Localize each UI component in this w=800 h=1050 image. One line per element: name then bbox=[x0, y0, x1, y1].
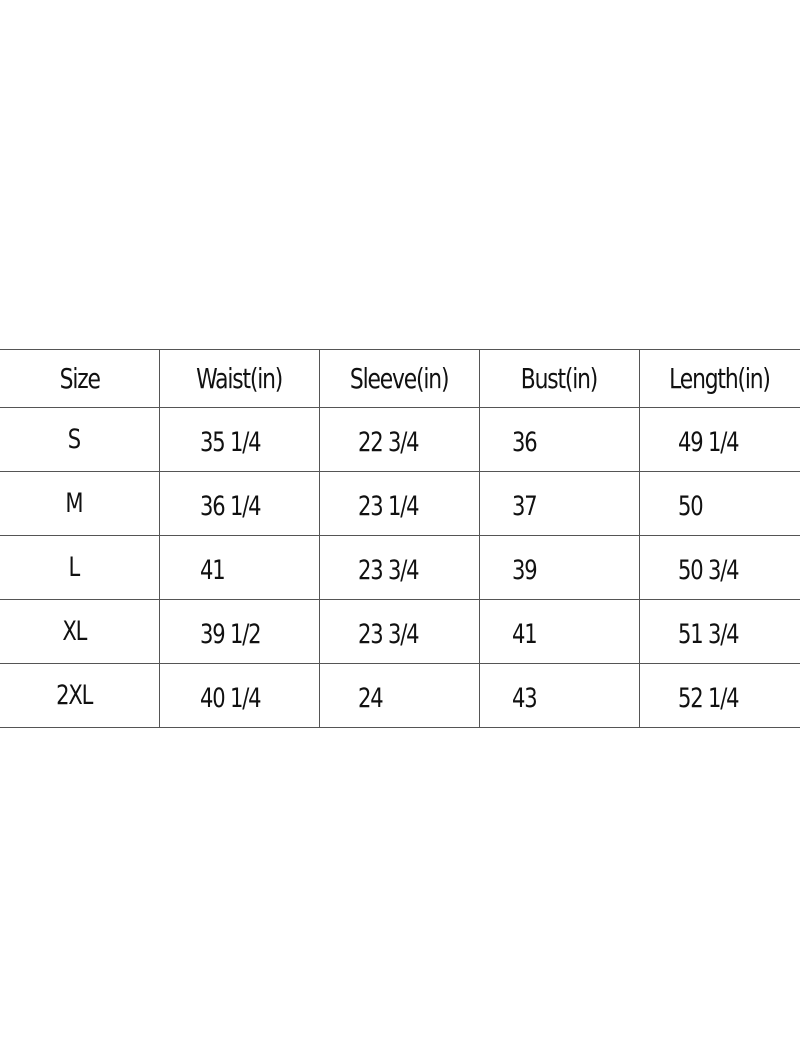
waist-cell: 35 1/4 bbox=[159, 408, 319, 472]
table-row bbox=[0, 408, 800, 472]
size-cell: XL bbox=[0, 600, 159, 664]
waist-cell: 36 1/4 bbox=[159, 472, 319, 536]
sleeve-cell: 23 3/4 bbox=[319, 536, 479, 600]
table-row bbox=[0, 664, 800, 728]
size-cell: M bbox=[0, 472, 159, 536]
length-cell: 51 3/4 bbox=[639, 600, 800, 664]
sleeve-cell: 22 3/4 bbox=[319, 408, 479, 472]
sleeve-cell: 23 3/4 bbox=[319, 600, 479, 664]
table-row bbox=[0, 600, 800, 664]
size-cell: L bbox=[0, 536, 159, 600]
header-length: Length(in) bbox=[639, 350, 800, 408]
bust-cell: 39 bbox=[479, 536, 639, 600]
sleeve-cell: 23 1/4 bbox=[319, 472, 479, 536]
waist-cell: 41 bbox=[159, 536, 319, 600]
length-cell: 50 3/4 bbox=[639, 536, 800, 600]
header-waist: Waist(in) bbox=[159, 350, 319, 408]
length-cell: 49 1/4 bbox=[639, 408, 800, 472]
table-row bbox=[0, 472, 800, 536]
header-row bbox=[0, 350, 800, 408]
table-row bbox=[0, 536, 800, 600]
waist-cell: 39 1/2 bbox=[159, 600, 319, 664]
bust-cell: 41 bbox=[479, 600, 639, 664]
sleeve-cell: 24 bbox=[319, 664, 479, 728]
bust-cell: 36 bbox=[479, 408, 639, 472]
header-sleeve: Sleeve(in) bbox=[319, 350, 479, 408]
header-bust: Bust(in) bbox=[479, 350, 639, 408]
length-cell: 52 1/4 bbox=[639, 664, 800, 728]
size-cell: S bbox=[0, 408, 159, 472]
size-chart-table bbox=[0, 349, 800, 728]
header-size: Size bbox=[0, 350, 159, 408]
waist-cell: 40 1/4 bbox=[159, 664, 319, 728]
bust-cell: 37 bbox=[479, 472, 639, 536]
length-cell: 50 bbox=[639, 472, 800, 536]
bust-cell: 43 bbox=[479, 664, 639, 728]
size-cell: 2XL bbox=[0, 664, 159, 728]
